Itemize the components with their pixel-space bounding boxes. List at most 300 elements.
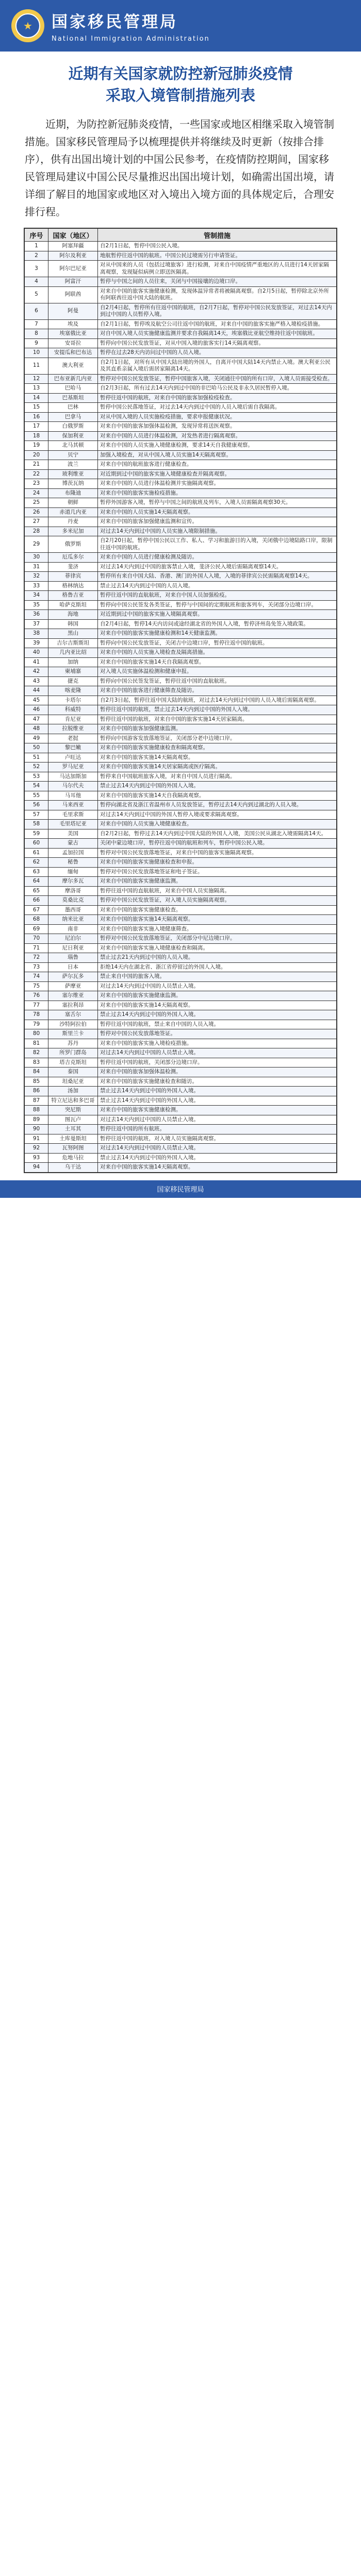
table-row <box>25 867 337 877</box>
table-row <box>25 724 337 734</box>
row-country: 斯里兰卡 <box>48 1029 98 1039</box>
table-row <box>25 676 337 686</box>
table-row <box>25 1153 337 1163</box>
row-country: 蒙古 <box>48 839 98 849</box>
row-number: 5 <box>25 286 48 303</box>
table-row <box>25 348 337 358</box>
row-number: 34 <box>25 591 48 601</box>
row-number: 91 <box>25 1134 48 1144</box>
table-row <box>25 412 337 422</box>
table-row <box>25 1058 337 1067</box>
row-measure: 暂停往返中国的航班，对入境人员实施隔离观察。 <box>98 1134 337 1144</box>
table-row <box>25 572 337 582</box>
table-row <box>25 972 337 982</box>
row-number: 67 <box>25 905 48 915</box>
row-country: 尼日利亚 <box>48 943 98 953</box>
table-row <box>25 338 337 348</box>
row-country: 莫桑比克 <box>48 896 98 906</box>
row-country: 阿塞拜疆 <box>48 242 98 251</box>
row-measure: 暂停向中国游客发放落地签证，关闭部分老中边境口岸。 <box>98 734 337 743</box>
row-number: 38 <box>25 629 48 639</box>
row-country: 肯尼亚 <box>48 715 98 724</box>
row-measure: 对来自中国的旅客实施健康监测。 <box>98 991 337 1001</box>
table-row <box>25 562 337 572</box>
row-country: 萨尔瓦多 <box>48 972 98 982</box>
row-measure: 拒绝14天内在湖北省、浙江省停留过的外国人入境。 <box>98 962 337 972</box>
row-country: 埃及 <box>48 319 98 329</box>
header-banner <box>0 0 361 52</box>
row-number: 45 <box>25 696 48 705</box>
row-number: 77 <box>25 1001 48 1010</box>
row-number: 59 <box>25 829 48 839</box>
table-row <box>25 848 337 858</box>
table-row <box>25 924 337 934</box>
row-measure: 暂停在过去28天内访问过中国的人员入境。 <box>98 348 337 358</box>
row-number: 23 <box>25 479 48 489</box>
table-row <box>25 581 337 591</box>
table-row <box>25 820 337 829</box>
row-number: 17 <box>25 422 48 432</box>
row-measure: 自2月2日起，暂停过去14天内到过中国大陆的外国人入境，美国公民从湖北入境需隔离14天。 <box>98 829 337 839</box>
row-country: 阿富汗 <box>48 277 98 287</box>
row-number: 51 <box>25 753 48 762</box>
row-number: 88 <box>25 1106 48 1115</box>
row-number: 18 <box>25 431 48 441</box>
row-measure: 关闭中蒙边境口岸，暂停往返中国的航班和列车，暂停中国公民入境。 <box>98 839 337 849</box>
table-row <box>25 1125 337 1134</box>
row-measure: 自2月1日起，对所有从中国大陆出境的外国人，自离开中国大陆14天内禁止入境。澳大利亚公民及其直系亲属入境后需居家隔离14天。 <box>98 358 337 374</box>
row-measure: 对来自中国的旅客进行健康筛查及随访。 <box>98 686 337 696</box>
table-row <box>25 915 337 925</box>
table-row <box>25 303 337 319</box>
row-number: 27 <box>25 517 48 527</box>
document-title <box>0 63 361 106</box>
measures-table-wrapper <box>24 228 337 1173</box>
row-measure: 对过去14天内到过中国的旅客禁止入境，斐济公民入境后需隔离观察14天。 <box>98 562 337 572</box>
row-country: 秘鲁 <box>48 858 98 868</box>
row-number: 87 <box>25 1096 48 1106</box>
row-country: 安提瓜和巴布达 <box>48 348 98 358</box>
row-country: 马尔代夫 <box>48 782 98 791</box>
row-measure: 对来自中国的人员实施14天隔离观察。 <box>98 507 337 517</box>
row-measure: 对来自中国的旅客实施14天自我隔离观察。 <box>98 657 337 667</box>
table-row <box>25 242 337 251</box>
table-row <box>25 839 337 849</box>
row-country: 瑙鲁 <box>48 953 98 963</box>
row-measure: 禁止来自中国的旅客入境。 <box>98 972 337 982</box>
row-measure: 对过去14天内到过中国的外国人暂停入境或要求隔离观察。 <box>98 810 337 820</box>
table-row <box>25 358 337 374</box>
table-row <box>25 450 337 460</box>
row-measure: 对来自中国的人员进行体温检测并实施隔离观察。 <box>98 479 337 489</box>
row-country: 塞尔维亚 <box>48 991 98 1001</box>
row-country: 摩尔多瓦 <box>48 877 98 887</box>
row-measure: 对从中国来的人员（包括过境旅客）进行检测，对来自中国疫情严重地区的人员进行14天居家隔离观察，发现疑似病例立即送医隔离。 <box>98 261 337 277</box>
row-number: 80 <box>25 1029 48 1039</box>
table-row <box>25 629 337 639</box>
table-row <box>25 536 337 553</box>
row-country: 毛里塔尼亚 <box>48 820 98 829</box>
row-number: 3 <box>25 261 48 277</box>
table-row <box>25 686 337 696</box>
row-number: 36 <box>25 610 48 620</box>
table-row <box>25 553 337 563</box>
row-measure: 对来自中国的旅客加强体温检测。 <box>98 1067 337 1077</box>
row-measure: 暂停向中国公民签发各类签证，暂停与中国间的定期航班和旅客列车，关闭部分边境口岸。 <box>98 600 337 610</box>
row-number: 89 <box>25 1115 48 1125</box>
row-measure: 暂停往返中国的航班，禁止过去14天内到过中国的外国人入境。 <box>98 705 337 715</box>
row-measure: 自2月3日起，暂停往返中国大陆的航班，对过去14天内到过中国的人员入境后需隔离观察。 <box>98 696 337 705</box>
row-number: 46 <box>25 705 48 715</box>
row-number: 60 <box>25 839 48 849</box>
table-row <box>25 1048 337 1058</box>
row-number: 26 <box>25 507 48 517</box>
table-row <box>25 498 337 508</box>
row-measure: 对近期到过中国的旅客实施入境健康检查并隔离观察。 <box>98 469 337 479</box>
row-country: 吉尔吉斯斯坦 <box>48 638 98 648</box>
row-country: 几内亚比绍 <box>48 648 98 658</box>
row-number: 54 <box>25 782 48 791</box>
row-country: 危地马拉 <box>48 1153 98 1163</box>
row-country: 拉脱维亚 <box>48 724 98 734</box>
row-country: 所罗门群岛 <box>48 1048 98 1058</box>
row-number: 7 <box>25 319 48 329</box>
row-number: 31 <box>25 562 48 572</box>
row-country: 巴布亚新几内亚 <box>48 374 98 384</box>
table-row <box>25 743 337 753</box>
row-country: 坦桑尼亚 <box>48 1077 98 1087</box>
row-number: 33 <box>25 581 48 591</box>
row-measure: 暂停往返中国的航班，对来自中国的旅客实施14天居家隔离。 <box>98 715 337 724</box>
table-row <box>25 762 337 772</box>
table-row <box>25 1039 337 1048</box>
table-row <box>25 943 337 953</box>
table-body <box>25 242 337 1173</box>
row-country: 波兰 <box>48 460 98 470</box>
row-measure: 禁止过去14天内到过中国的外国人入境。 <box>98 1010 337 1020</box>
row-measure: 对来自中国的旅客实施健康检查和申报。 <box>98 858 337 868</box>
row-country: 塞舌尔 <box>48 1010 98 1020</box>
row-measure: 暂停往返中国的直航航班，对来自中国人员实施隔离。 <box>98 886 337 896</box>
table-row <box>25 1020 337 1029</box>
row-measure: 自2月4日起，暂停所有往返中国的航班，自2月7日起，暂停对中国公民发放签证，对过去14天内到过中国的人员暂停入境。 <box>98 303 337 319</box>
row-country: 塔吉克斯坦 <box>48 1058 98 1067</box>
row-measure: 暂停往返中国的所有航班。 <box>98 1125 337 1134</box>
row-number: 48 <box>25 724 48 734</box>
table-header-row <box>25 229 337 242</box>
row-measure: 暂停对中国公民发放落地签证。 <box>98 1029 337 1039</box>
row-country: 萨摩亚 <box>48 981 98 991</box>
row-country: 贝宁 <box>48 450 98 460</box>
row-country: 孟加拉国 <box>48 848 98 858</box>
row-number: 78 <box>25 1010 48 1020</box>
row-measure: 暂停外国游客入境，暂停与中国之间的航班及列车，入境人员需隔离观察30天。 <box>98 498 337 508</box>
row-country: 赤道几内亚 <box>48 507 98 517</box>
table-row <box>25 319 337 329</box>
row-measure: 对过去14天内到过中国的人员实施入境限制措施。 <box>98 527 337 536</box>
row-country: 瓦努阿图 <box>48 1144 98 1154</box>
row-country: 埃塞俄比亚 <box>48 329 98 339</box>
table-row <box>25 858 337 868</box>
row-measure: 对过去14天内到过中国的人员禁止入境。 <box>98 1048 337 1058</box>
row-number: 14 <box>25 393 48 403</box>
row-number: 73 <box>25 962 48 972</box>
row-measure: 禁止过去14天内到过中国的外国人入境。 <box>98 782 337 791</box>
row-measure: 加强入境检查，对从中国入境人员实施14天隔离观察。 <box>98 450 337 460</box>
row-number: 79 <box>25 1020 48 1029</box>
row-measure: 对来自中国的旅客实施入境检疫措施。 <box>98 1039 337 1048</box>
row-number: 55 <box>25 791 48 801</box>
row-measure: 对来自中国的人员实施入境健康检查。 <box>98 820 337 829</box>
row-measure: 对过去14天内到过中国的人员禁止入境。 <box>98 1144 337 1154</box>
row-country: 阿尔及利亚 <box>48 251 98 261</box>
row-country: 海地 <box>48 610 98 620</box>
row-number: 56 <box>25 801 48 810</box>
row-number: 12 <box>25 374 48 384</box>
row-measure: 对来自中国的人员进行健康检测及随访。 <box>98 553 337 563</box>
row-number: 74 <box>25 972 48 982</box>
table-row <box>25 441 337 451</box>
row-country: 阿曼 <box>48 303 98 319</box>
table-row <box>25 810 337 820</box>
row-measure: 自2月1日起，暂停埃及航空公司往返中国的航班，对来自中国的旅客实施严格入境检疫措施。 <box>98 319 337 329</box>
row-measure: 禁止过去14天内到过中国的人员入境。 <box>98 581 337 591</box>
row-measure: 暂停往返中国的航班，对来自中国的旅客加强检疫检查。 <box>98 393 337 403</box>
row-country: 图瓦卢 <box>48 1115 98 1125</box>
measures-table <box>24 228 337 1173</box>
row-measure: 暂停往返中国的航班，关闭部分边境口岸。 <box>98 1058 337 1067</box>
row-country: 阿联酋 <box>48 286 98 303</box>
row-measure: 禁止过去21天内到过中国的人员入境。 <box>98 953 337 963</box>
row-country: 尼泊尔 <box>48 934 98 944</box>
table-row <box>25 1010 337 1020</box>
row-number: 94 <box>25 1163 48 1173</box>
row-number: 4 <box>25 277 48 287</box>
row-measure: 对从中国入境的人员实施检疫措施，要求申报健康状况。 <box>98 412 337 422</box>
row-measure: 对来自中国的人员实施入境健康检测，要求14天自我健康观察。 <box>98 441 337 451</box>
table-row <box>25 1077 337 1087</box>
row-number: 58 <box>25 820 48 829</box>
table-row <box>25 934 337 944</box>
row-country: 加纳 <box>48 657 98 667</box>
row-number: 42 <box>25 667 48 677</box>
table-row <box>25 517 337 527</box>
row-country: 丹麦 <box>48 517 98 527</box>
table-row <box>25 527 337 536</box>
row-measure: 对来自中国的旅客实施14天隔离观察。 <box>98 1001 337 1010</box>
table-row <box>25 1087 337 1096</box>
table-row <box>25 1163 337 1173</box>
row-number: 68 <box>25 915 48 925</box>
row-number: 11 <box>25 358 48 374</box>
row-number: 21 <box>25 460 48 470</box>
row-country: 布隆迪 <box>48 488 98 498</box>
table-row <box>25 422 337 432</box>
row-measure: 对来自中国的旅客实施14天自我隔离观察。 <box>98 791 337 801</box>
footer-bar <box>0 1180 361 1198</box>
row-number: 75 <box>25 981 48 991</box>
row-number: 22 <box>25 469 48 479</box>
table-row <box>25 782 337 791</box>
row-measure: 暂停所有来自中国大陆、香港、澳门的外国人入境，入境的菲律宾公民需隔离观察14天。 <box>98 572 337 582</box>
row-measure: 对来自中国的旅客实施14天隔离观察。 <box>98 753 337 762</box>
row-number: 9 <box>25 338 48 348</box>
table-row <box>25 886 337 896</box>
row-number: 29 <box>25 536 48 553</box>
row-number: 70 <box>25 934 48 944</box>
row-number: 62 <box>25 858 48 868</box>
row-measure: 对来自中国的旅客实施健康检测，发现体温异常者将被隔离观察。自2月5日起，暂停除北京外所有阿联酋往返中国大陆的航班。 <box>98 286 337 303</box>
row-measure: 对来自中国的旅客加强健康监测和宣传。 <box>98 517 337 527</box>
table-row <box>25 638 337 648</box>
table-row <box>25 667 337 677</box>
row-number: 50 <box>25 743 48 753</box>
row-number: 61 <box>25 848 48 858</box>
row-measure: 暂停对中国公民发放落地签证，对来自中国的旅客实施隔离观察。 <box>98 848 337 858</box>
table-row <box>25 393 337 403</box>
row-country: 缅甸 <box>48 867 98 877</box>
table-row <box>25 460 337 470</box>
row-country: 土库曼斯坦 <box>48 1134 98 1144</box>
row-country: 日本 <box>48 962 98 972</box>
table-row <box>25 403 337 413</box>
table-row <box>25 610 337 620</box>
intro-paragraph: 近期，为防控新冠肺炎疫情，一些国家或地区相继采取入境管制措施。国家移民管理局予以梳理提供并将继续及时更新（按排合排序），供有出国出境计划的中国公民参考，在疫情防控期间，国家移民管理局建议中国公民尽量推迟出国出境计划，如确需出国出境，请详细了解目的地国家或地区对入境出入境方面的具体规定后，合理安排行程。 <box>25 118 334 218</box>
table-row <box>25 648 337 658</box>
row-country: 南非 <box>48 924 98 934</box>
table-row <box>25 801 337 810</box>
table-row <box>25 1067 337 1077</box>
row-country: 泰国 <box>48 1067 98 1077</box>
row-measure: 自2月20日起，暂停中国公民以工作、私人、学习和旅游目的入境，关闭俄中边境陆路口岸，限制往返中国的航班。 <box>98 536 337 553</box>
row-country: 巴基斯坦 <box>48 393 98 403</box>
row-measure: 对来自中国的旅客实施健康检测和14天健康监测。 <box>98 629 337 639</box>
row-country: 黎巴嫩 <box>48 743 98 753</box>
row-measure: 对来自中国的旅客实施健康监测。 <box>98 877 337 887</box>
row-country: 玻利维亚 <box>48 469 98 479</box>
row-country: 阿尔巴尼亚 <box>48 261 98 277</box>
table-row <box>25 657 337 667</box>
row-country: 俄罗斯 <box>48 536 98 553</box>
table-row <box>25 1106 337 1115</box>
table-row <box>25 286 337 303</box>
row-measure: 对来自中国的旅客实施14天居家隔离或医疗隔离。 <box>98 762 337 772</box>
row-measure: 自2月3日起，所有过去14天内到过中国的非巴哈马公民及非永久居民暂停入境。 <box>98 384 337 394</box>
row-country: 卢旺达 <box>48 753 98 762</box>
row-country: 白俄罗斯 <box>48 422 98 432</box>
row-country: 卡塔尔 <box>48 696 98 705</box>
row-number: 10 <box>25 348 48 358</box>
row-country: 北马其顿 <box>48 441 98 451</box>
row-number: 63 <box>25 867 48 877</box>
row-number: 30 <box>25 553 48 563</box>
row-number: 76 <box>25 991 48 1001</box>
row-measure: 自2月4日起，暂停14天内访问或途经湖北省的外国人入境，暂停济州岛免签入境政策。 <box>98 619 337 629</box>
row-country: 乌干达 <box>48 1163 98 1173</box>
row-number: 49 <box>25 734 48 743</box>
row-number: 66 <box>25 896 48 906</box>
row-measure: 暂停对中国公民发放签证，暂停中国旅客入境，关闭通往中国的所有口岸，入境人员需接受检查。 <box>98 374 337 384</box>
row-measure: 对来自中国的旅客实施健康检查和随访。 <box>98 1077 337 1087</box>
table-row <box>25 600 337 610</box>
row-measure: 对来自中国的旅客加强健康监测。 <box>98 724 337 734</box>
row-country: 苏丹 <box>48 1039 98 1048</box>
row-country: 巴拿马 <box>48 412 98 422</box>
row-country: 马达加斯加 <box>48 772 98 782</box>
row-country: 喀麦隆 <box>48 686 98 696</box>
row-country: 安哥拉 <box>48 338 98 348</box>
table-row <box>25 251 337 261</box>
row-number: 40 <box>25 648 48 658</box>
row-number: 53 <box>25 772 48 782</box>
row-country: 柬埔寨 <box>48 667 98 677</box>
table-row <box>25 791 337 801</box>
agency-subtitle: National Immigration Administration <box>52 35 210 43</box>
footer-label: 国家移民管理局 <box>157 1186 204 1194</box>
row-measure: 对来自中国的旅客实施健康检查。 <box>98 905 337 915</box>
row-measure: 暂停向中国公民发放签证，关闭吉中边境口岸，暂停往返中国的航班。 <box>98 638 337 648</box>
row-country: 美国 <box>48 829 98 839</box>
row-measure: 对来自中国的旅客加强体温检测，发现异常将送医观察。 <box>98 422 337 432</box>
row-country: 格鲁吉亚 <box>48 591 98 601</box>
row-country: 澳大利亚 <box>48 358 98 374</box>
row-country: 斐济 <box>48 562 98 572</box>
table-row <box>25 991 337 1001</box>
table-row <box>25 953 337 963</box>
row-measure: 对来自中国的旅客实施健康检查和隔离观察。 <box>98 743 337 753</box>
table-row <box>25 1115 337 1125</box>
row-country: 土耳其 <box>48 1125 98 1134</box>
row-country: 多米尼加 <box>48 527 98 536</box>
row-number: 2 <box>25 251 48 261</box>
header-country: 国家（地区） <box>48 229 98 242</box>
row-measure: 对来自中国的旅客实施健康检测。 <box>98 1106 337 1115</box>
header-measure: 管制措施 <box>98 229 337 242</box>
row-number: 13 <box>25 384 48 394</box>
table-row <box>25 962 337 972</box>
row-measure: 禁止过去14天内到过中国的外国人入境。 <box>98 1096 337 1106</box>
row-country: 朝鲜 <box>48 498 98 508</box>
row-number: 69 <box>25 924 48 934</box>
row-country: 马耳他 <box>48 791 98 801</box>
row-measure: 对来自中国的航班旅客进行健康检查。 <box>98 460 337 470</box>
row-number: 71 <box>25 943 48 953</box>
row-country: 韩国 <box>48 619 98 629</box>
row-number: 65 <box>25 886 48 896</box>
row-measure: 对近期到过中国的旅客实施入境隔离观察。 <box>98 610 337 620</box>
row-country: 马来西亚 <box>48 801 98 810</box>
row-country: 摩洛哥 <box>48 886 98 896</box>
table-row <box>25 1001 337 1010</box>
row-number: 15 <box>25 403 48 413</box>
row-number: 84 <box>25 1067 48 1077</box>
row-number: 32 <box>25 572 48 582</box>
table-row <box>25 261 337 277</box>
row-number: 28 <box>25 527 48 536</box>
row-country: 汤加 <box>48 1087 98 1096</box>
row-measure: 对过去14天内到过中国的人员禁止入境。 <box>98 981 337 991</box>
table-row <box>25 591 337 601</box>
row-number: 25 <box>25 498 48 508</box>
table-row <box>25 507 337 517</box>
table-row <box>25 734 337 743</box>
row-number: 81 <box>25 1039 48 1048</box>
table-row <box>25 619 337 629</box>
row-measure: 暂停往返中国的直航航班，对来自中国人员加强检疫。 <box>98 591 337 601</box>
table-row <box>25 877 337 887</box>
table-row <box>25 431 337 441</box>
document-title-line-2: 采取入境管制措施列表 <box>105 87 255 104</box>
